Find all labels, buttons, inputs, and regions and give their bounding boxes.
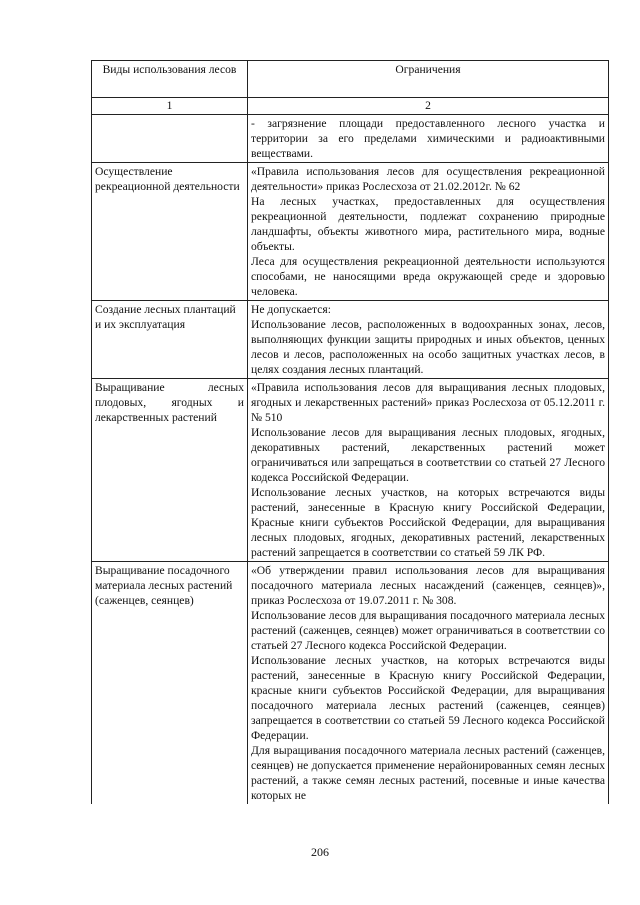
- restriction-paragraph: Использование лесов, расположенных в водоохранных зонах, лесов, выполняющих функции защиты природных и иных объектов, ценных лесов и лесов, расположенных на особо защитных участках лесов, в целях создания лесных плантаций.: [251, 318, 605, 376]
- table-row: [92, 115, 609, 163]
- restriction-paragraph: «Правила использования лесов для выращивания лесных плодовых, ягодных и лекарственных растений» приказ Рослесхоза от 05.12.2011 г. № 510: [251, 381, 605, 424]
- table-row: [92, 301, 609, 379]
- header-restrictions: Ограничения: [248, 61, 609, 98]
- restrictions-table: [91, 60, 609, 804]
- header-forest-use-types: Виды использования лесов: [92, 61, 248, 98]
- restriction-paragraph: Леса для осуществления рекреационной деятельности используются способами, не наносящими вреда окружающей среде и здоровью человека.: [251, 255, 605, 298]
- column-number-1: 1: [92, 98, 248, 115]
- restriction-paragraph: Использование лесов для выращивания посадочного материала лесных растений (саженцев, сеянцев) может ограничиваться в соответствии со статьей 27 Лесного кодекса Российской Федерации.: [251, 609, 605, 652]
- restriction-paragraph: Использование лесных участков, на которых встречаются виды растений, занесенные в Красную книгу Российской Федерации, Красные книги субъектов Российской Федерации, для выращивания лесных плодовых, ягодных, декоративных растений, лекарственных растений запрещается в соответствии со статьей 59 ЛК РФ.: [251, 486, 605, 559]
- column-number-row: [92, 98, 609, 115]
- restriction-paragraph: - загрязнение площади предоставленного лесного участка и территории за его пределами химическими и радиоактивными веществами.: [251, 117, 605, 160]
- restriction-paragraph: «Об утверждении правил использования лесов для выращивания посадочного материала лесных насаждений (саженцев, сеянцев)», приказ Рослесхоза от 19.07.2011 г. № 308.: [251, 564, 605, 607]
- use-type-cell: Осуществление рекреационной деятельности: [92, 163, 248, 301]
- use-type-cell: Создание лесных плантаций и их эксплуатация: [92, 301, 248, 379]
- page-number: 206: [311, 845, 329, 859]
- restriction-paragraph: Использование лесов для выращивания лесных плодовых, ягодных, декоративных растений, лекарственных растений может ограничиваться или запрещаться в соответствии со статьей 27 Лесного кодекса Российской Федерации.: [251, 426, 605, 484]
- restriction-cell: [248, 301, 609, 379]
- restriction-paragraph: На лесных участках, предоставленных для осуществления рекреационной деятельности, подлежат сохранению природные ландшафты, объекты животного мира, растительного мира, водные объекты.: [251, 195, 605, 253]
- restriction-paragraph: «Правила использования лесов для осуществления рекреационной деятельности» приказ Рослесхоза от 21.02.2012г. № 62: [251, 165, 605, 193]
- column-number-2: 2: [248, 98, 609, 115]
- table-header-row: [92, 61, 609, 98]
- restriction-paragraph: Использование лесных участков, на которых встречаются виды растений, занесенные в Красную книгу Российской Федерации, красные книги субъектов Российской Федерации, для выращивания посадочного материала лесных растений (саженцев, сеянцев) запрещается в соответствии со статьей 59 Лесного кодекса Российской Федерации.: [251, 654, 605, 742]
- restriction-cell: [248, 115, 609, 163]
- use-type-cell: Выращивание лесных плодовых, ягодных и лекарственных растений: [92, 379, 248, 562]
- restriction-cell: [248, 379, 609, 562]
- restriction-cell: [248, 163, 609, 301]
- restriction-paragraph: Не допускается:: [251, 303, 331, 316]
- use-type-cell: [92, 115, 248, 163]
- use-type-cell: Выращивание посадочного материала лесных растений (саженцев, сеянцев): [92, 562, 248, 805]
- table-row: [92, 163, 609, 301]
- table-row: [92, 562, 609, 805]
- restriction-paragraph: Для выращивания посадочного материала лесных растений (саженцев, сеянцев) не допускается применение нерайонированных семян лесных растений, а также семян лесных растений, посевные и иные качества которых не: [251, 744, 605, 802]
- restriction-cell: [248, 562, 609, 805]
- table-row: [92, 379, 609, 562]
